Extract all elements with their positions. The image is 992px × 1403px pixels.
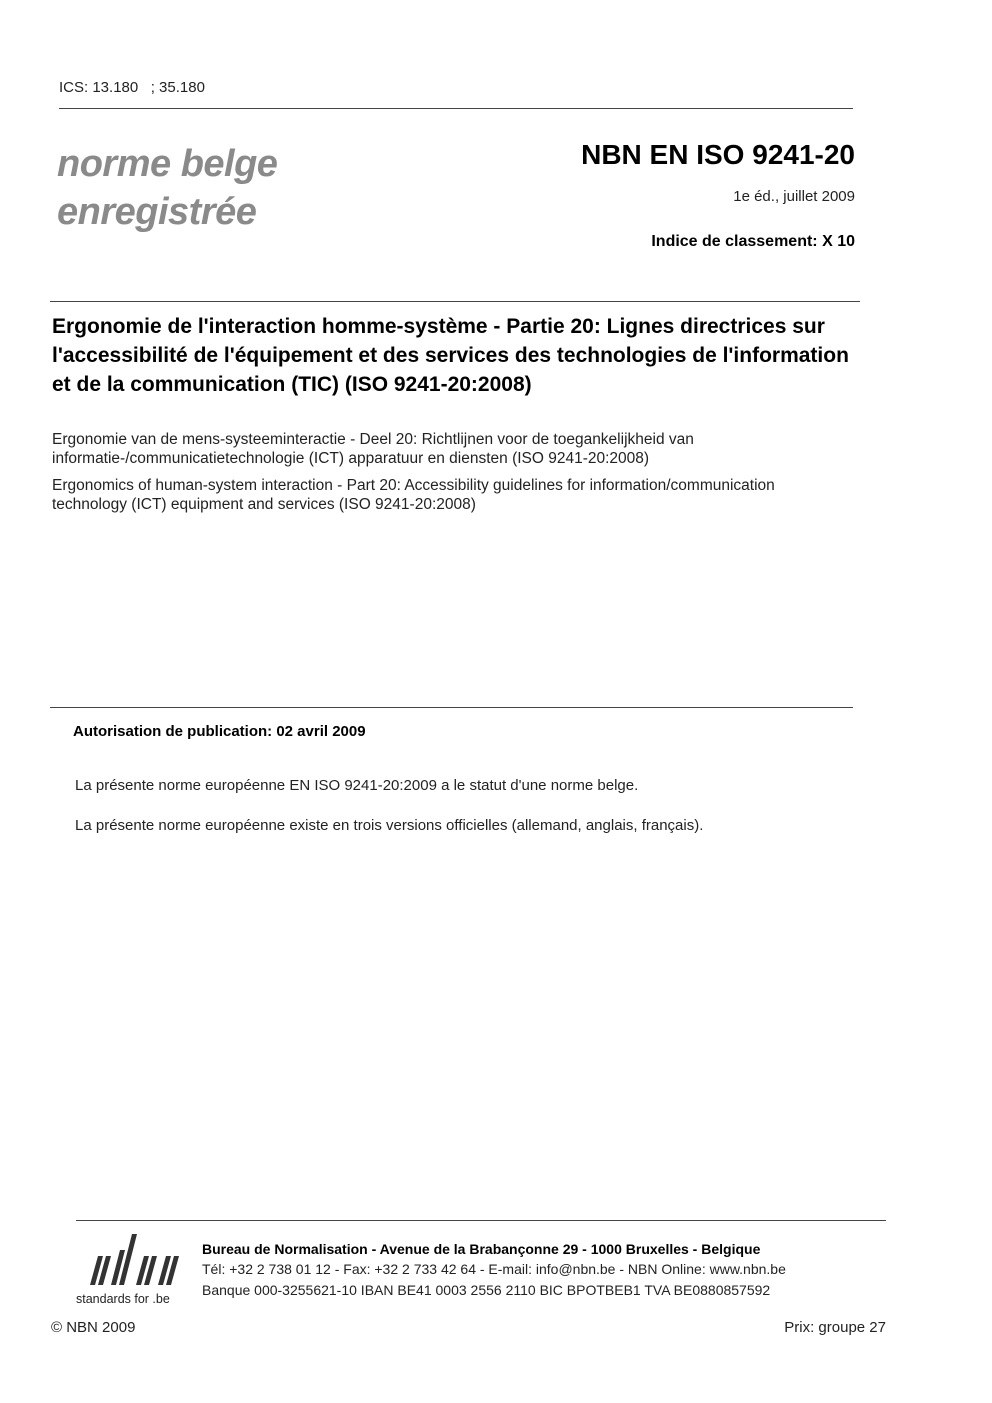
nbn-logo [76,1228,188,1308]
header-bottom-divider [50,301,860,302]
header-top-divider [59,108,853,109]
title-english: Ergonomics of human-system interaction - Part 20: Accessibility guidelines for information/communication technology (ICT) equipment and services (ISO 9241-20:2008) [52,477,775,513]
footer-contact: Tél: +32 2 738 01 12 - Fax: +32 2 733 42 64 - E-mail: info@nbn.be - NBN Online: www.nbn.be [202,1261,786,1277]
copyright: © NBN 2009 [51,1319,136,1336]
footer-address: Bureau de Normalisation - Avenue de la Brabançonne 29 - 1000 Bruxelles - Belgique [202,1241,761,1257]
title-dutch: Ergonomie van de mens-systeeminteractie - Deel 20: Richtlijnen voor de toegankelijkheid van informatie-/communicatietechnologie (ICT) apparatuur en diensten (ISO 9241-20:2008) [52,431,694,467]
footer-divider [76,1220,886,1221]
title-french: Ergonomie de l'interaction homme-système - Partie 20: Lignes directrices sur l'accessibilité de l'équipement et des services des technologies de l'information et de la communication (TIC) (ISO 9241-20:2008) [52,315,849,396]
footer-bank: Banque 000-3255621-10 IBAN BE41 0003 2556 2110 BIC BPOTBEB1 TVA BE0880857592 [202,1282,771,1298]
ics-code: ICS: 13.180 ; 35.180 [59,79,205,96]
nbn-logo-mark [76,1228,188,1308]
status-paragraph: La présente norme européenne EN ISO 9241-20:2009 a le statut d'une norme belge. [75,777,639,794]
norme-line-2: enregistrée [57,191,257,233]
document-number: NBN EN ISO 9241-20 [581,139,855,170]
titles-bottom-divider [50,707,853,708]
publication-authorization: Autorisation de publication: 02 avril 2009 [73,723,366,740]
price-group: Prix: groupe 27 [784,1319,886,1336]
norme-line-1: norme belge [57,143,278,185]
norme-belge-heading [57,140,277,236]
edition-date: 1e éd., juillet 2009 [733,188,855,205]
classification-index: Indice de classement: X 10 [651,233,855,250]
logo-tagline: standards for .be [76,1292,170,1306]
versions-paragraph: La présente norme européenne existe en trois versions officielles (allemand, anglais, français). [75,817,704,834]
